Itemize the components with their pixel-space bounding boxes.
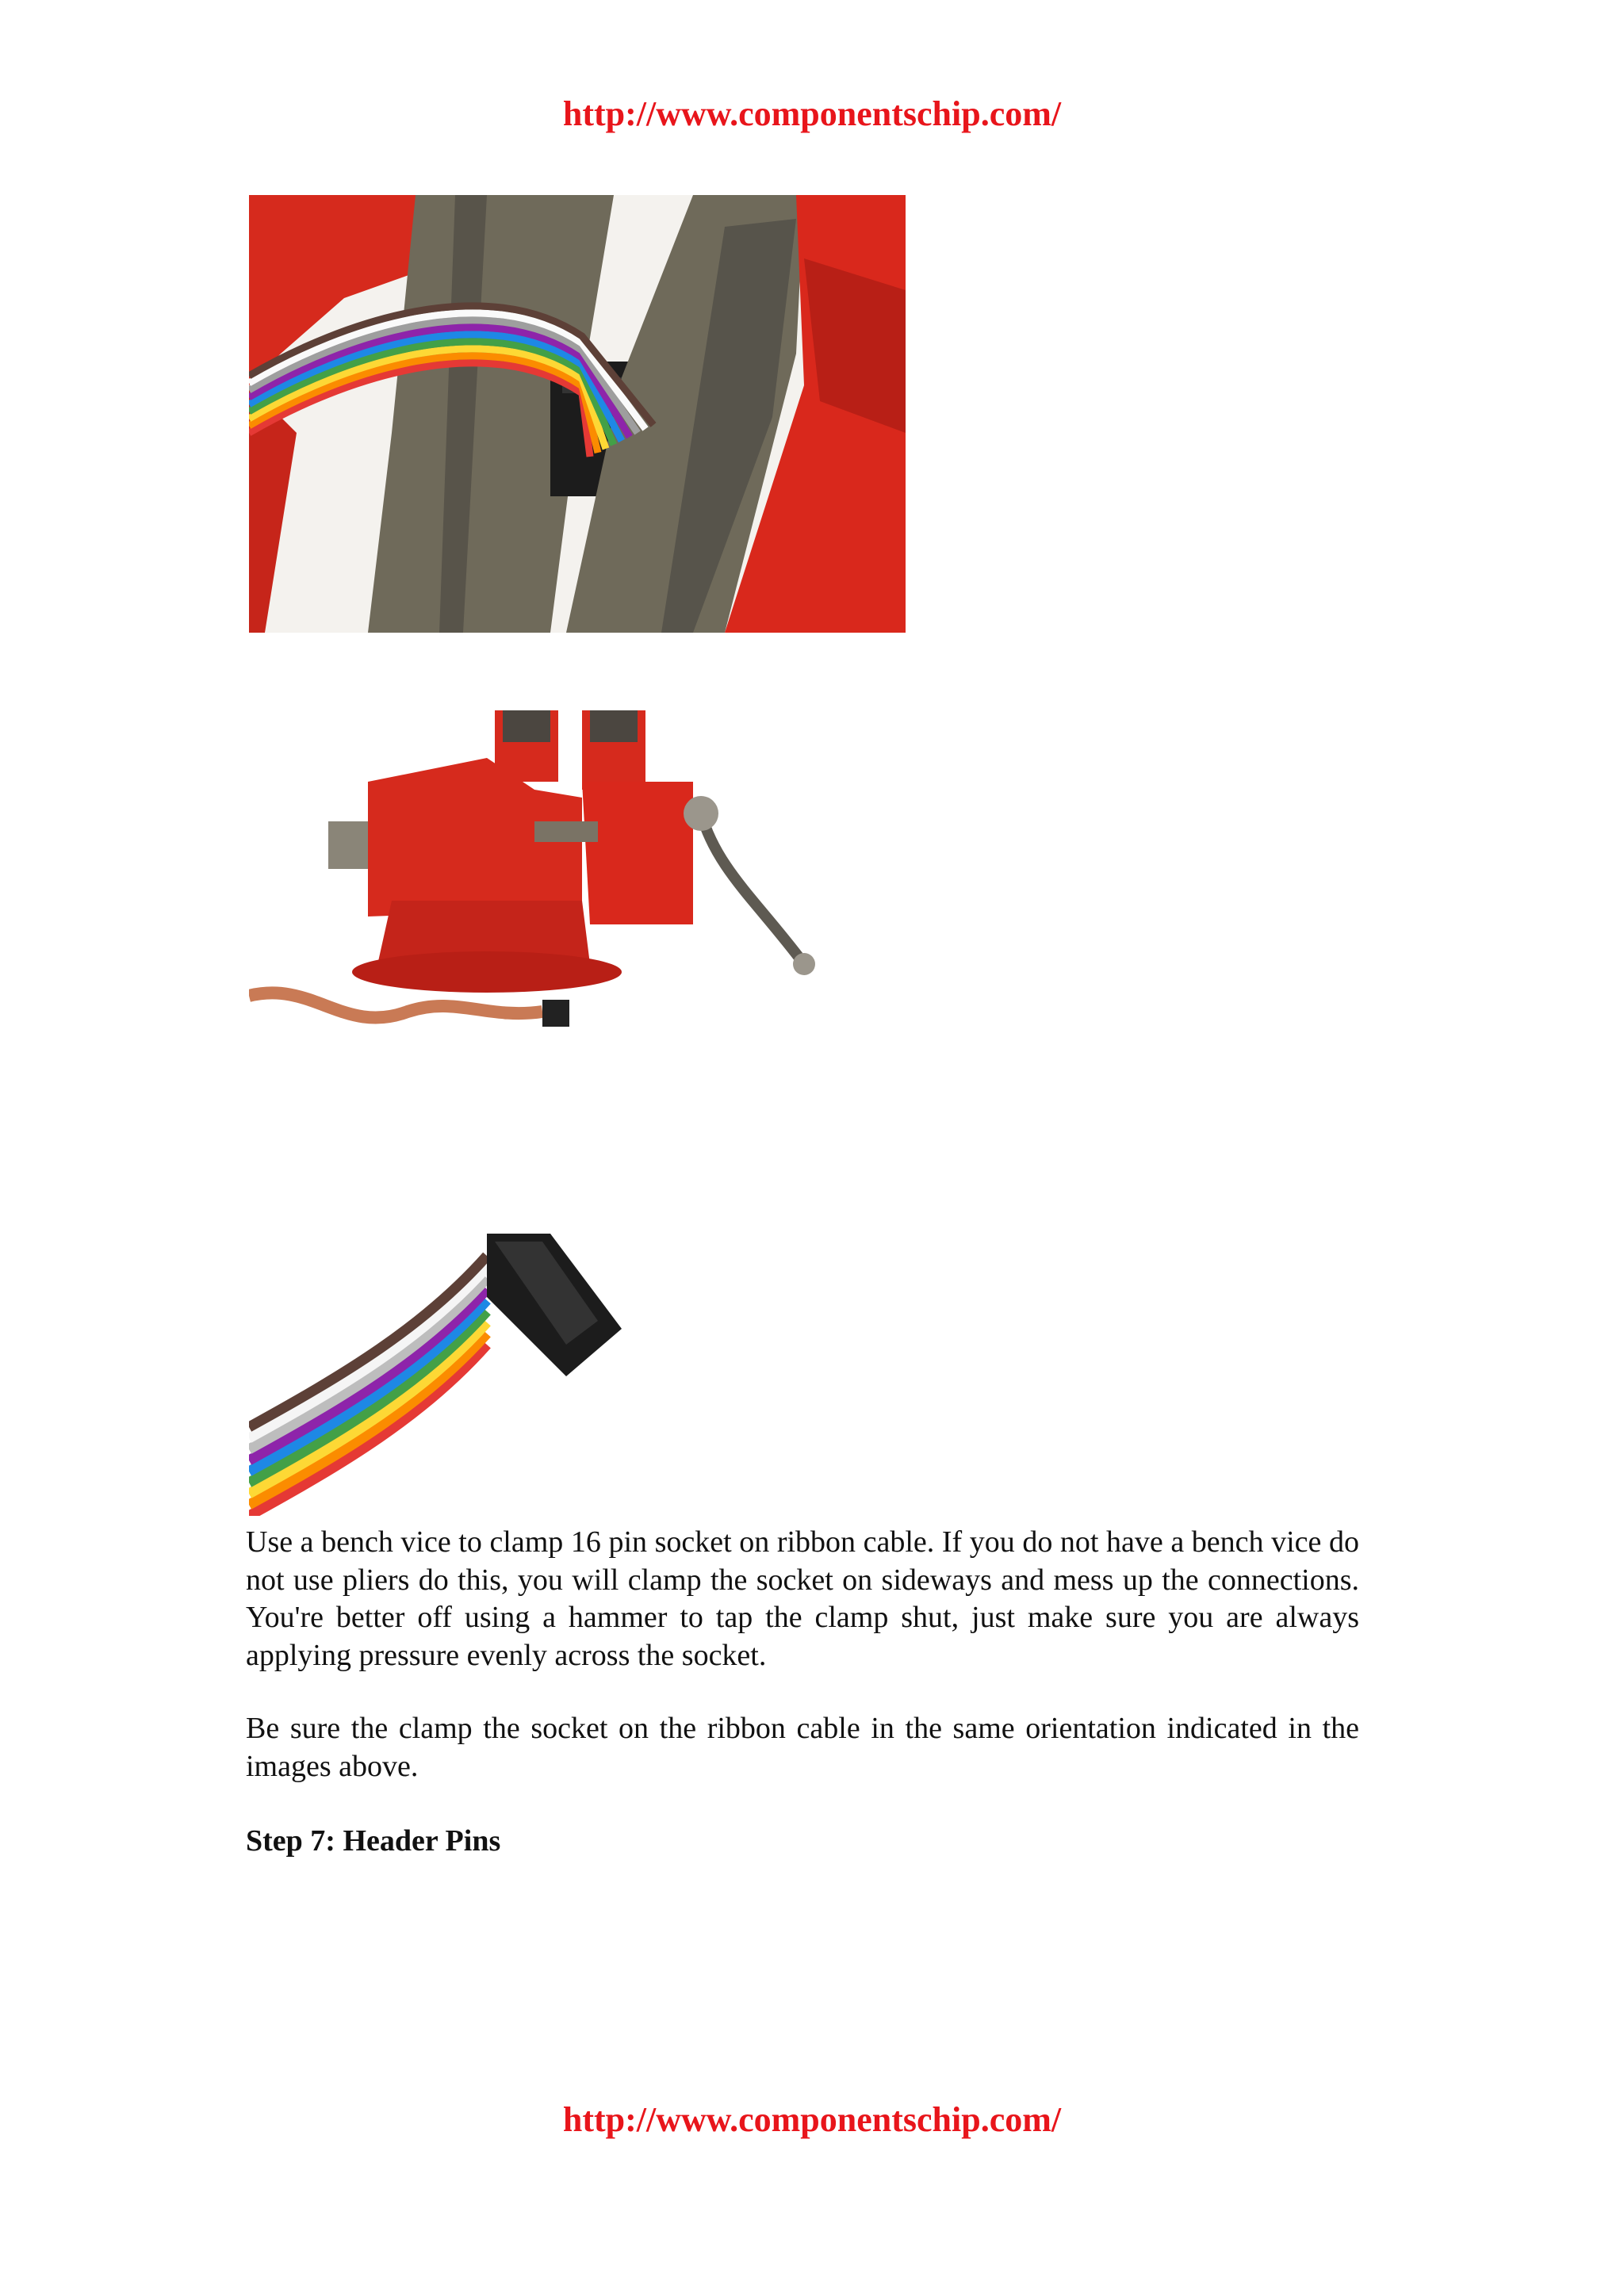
instruction-paragraph: Use a bench vice to clamp 16 pin socket on ribbon cable. If you do not have a bench vice do not use pliers do this, you will clamp the socket on sideways and mess up the connections. You're better off using a hammer to tap the clamp shut, just make sure you are always applying pressure evenly across the socket.: [246, 1525, 1359, 1672]
vice-closeup-illustration: [249, 195, 906, 633]
orientation-note-paragraph: Be sure the clamp the socket on the ribbon cable in the same orientation indicated in the images above.: [246, 1712, 1359, 1783]
header-url-link[interactable]: http://www.componentschip.com/: [562, 94, 1062, 133]
bench-vice-illustration: [249, 663, 820, 1047]
footer-url-link[interactable]: http://www.componentschip.com/: [562, 2100, 1062, 2139]
photo-ribbon-cable-socket: [249, 1234, 661, 1516]
photo-vice-closeup: [249, 195, 906, 633]
step-heading: Step 7: Header Pins: [246, 1824, 501, 1858]
ribbon-cable-illustration: [249, 1234, 661, 1516]
photo-bench-vice: [249, 663, 820, 1047]
